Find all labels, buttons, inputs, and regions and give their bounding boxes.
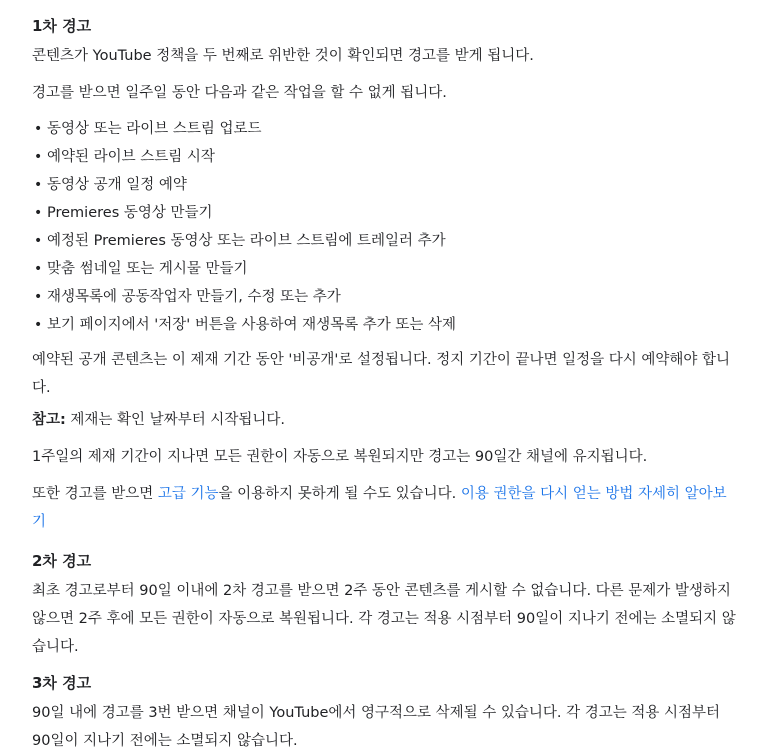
bullet-icon: •: [34, 261, 43, 277]
strike1-heading: 1차 경고: [32, 17, 92, 35]
restriction-list: [32, 115, 456, 339]
list-item-text: 동영상 공개 일정 예약: [47, 177, 187, 193]
bullet-icon: •: [34, 317, 43, 333]
advanced-middle: 을 이용하지 못하게 될 수도 있습니다.: [218, 486, 461, 502]
strike2-text: 최초 경고로부터 90일 이내에 2차 경고를 받으면 2주 동안 콘텐츠를 게시할 수 없습니다. 다른 문제가 발생하지 않으면 2주 후에 모든 권한이 자동으로 복원됩니다. 각 경고는 적용 시점부터 90일이 지나기 전에는 소멸되지 않습니다.: [32, 583, 736, 655]
list-item: [32, 227, 456, 255]
scheduled-content-note: 예약된 공개 콘텐츠는 이 제재 기간 동안 '비공개'로 설정됩니다. 정지 기간이 끝나면 일정을 다시 예약해야 합니다.: [32, 352, 731, 396]
strike3-heading: 3차 경고: [32, 674, 92, 692]
list-item: [32, 311, 456, 339]
bullet-icon: •: [34, 289, 43, 305]
bullet-icon: •: [34, 121, 43, 137]
list-item: [32, 199, 456, 227]
strike1-intro: 콘텐츠가 YouTube 정책을 두 번째로 위반한 것이 확인되면 경고를 받게 됩니다.: [32, 48, 534, 64]
list-item: [32, 143, 456, 171]
strike1-restriction-intro: 경고를 받으면 일주일 동안 다음과 같은 작업을 할 수 없게 됩니다.: [32, 85, 447, 101]
advanced-prefix: 또한 경고를 받으면: [32, 486, 158, 502]
bullet-icon: •: [34, 177, 43, 193]
list-item-text: 예약된 라이브 스트림 시작: [47, 149, 215, 165]
advanced-features-link[interactable]: 고급 기능: [157, 486, 219, 502]
list-item: [32, 115, 456, 143]
start-date-note: [32, 406, 737, 434]
regain-access-link[interactable]: 이용 권한을 다시 얻는 방법 자세히 알아보기: [32, 486, 727, 530]
note-label: 참고:: [32, 412, 66, 428]
note-text: 제재는 확인 날짜부터 시작됩니다.: [65, 412, 285, 428]
restore-note: 1주일의 제재 기간이 지나면 모든 권한이 자동으로 복원되지만 경고는 90일간 채널에 유지됩니다.: [32, 449, 648, 465]
list-item-text: 동영상 또는 라이브 스트림 업로드: [47, 121, 262, 137]
advanced-features-note: [32, 480, 737, 536]
bullet-icon: •: [34, 149, 43, 165]
list-item: [32, 255, 456, 283]
bullet-icon: •: [34, 233, 43, 249]
list-item-text: 재생목록에 공동작업자 만들기, 수정 또는 추가: [47, 289, 341, 305]
list-item-text: 보기 페이지에서 '저장' 버튼을 사용하여 재생목록 추가 또는 삭제: [47, 317, 457, 333]
strike3-text: 90일 내에 경고를 3번 받으면 채널이 YouTube에서 영구적으로 삭제될 수 있습니다. 각 경고는 적용 시점부터 90일이 지나기 전에는 소멸되지 않습니다.: [32, 705, 721, 749]
list-item-text: 예정된 Premieres 동영상 또는 라이브 스트림에 트레일러 추가: [47, 233, 446, 249]
list-item: [32, 283, 456, 311]
list-item-text: Premieres 동영상 만들기: [47, 205, 213, 221]
strike2-heading: 2차 경고: [32, 552, 92, 570]
list-item-text: 맞춤 썸네일 또는 게시물 만들기: [47, 261, 248, 277]
bullet-icon: •: [34, 205, 43, 221]
list-item: [32, 171, 456, 199]
